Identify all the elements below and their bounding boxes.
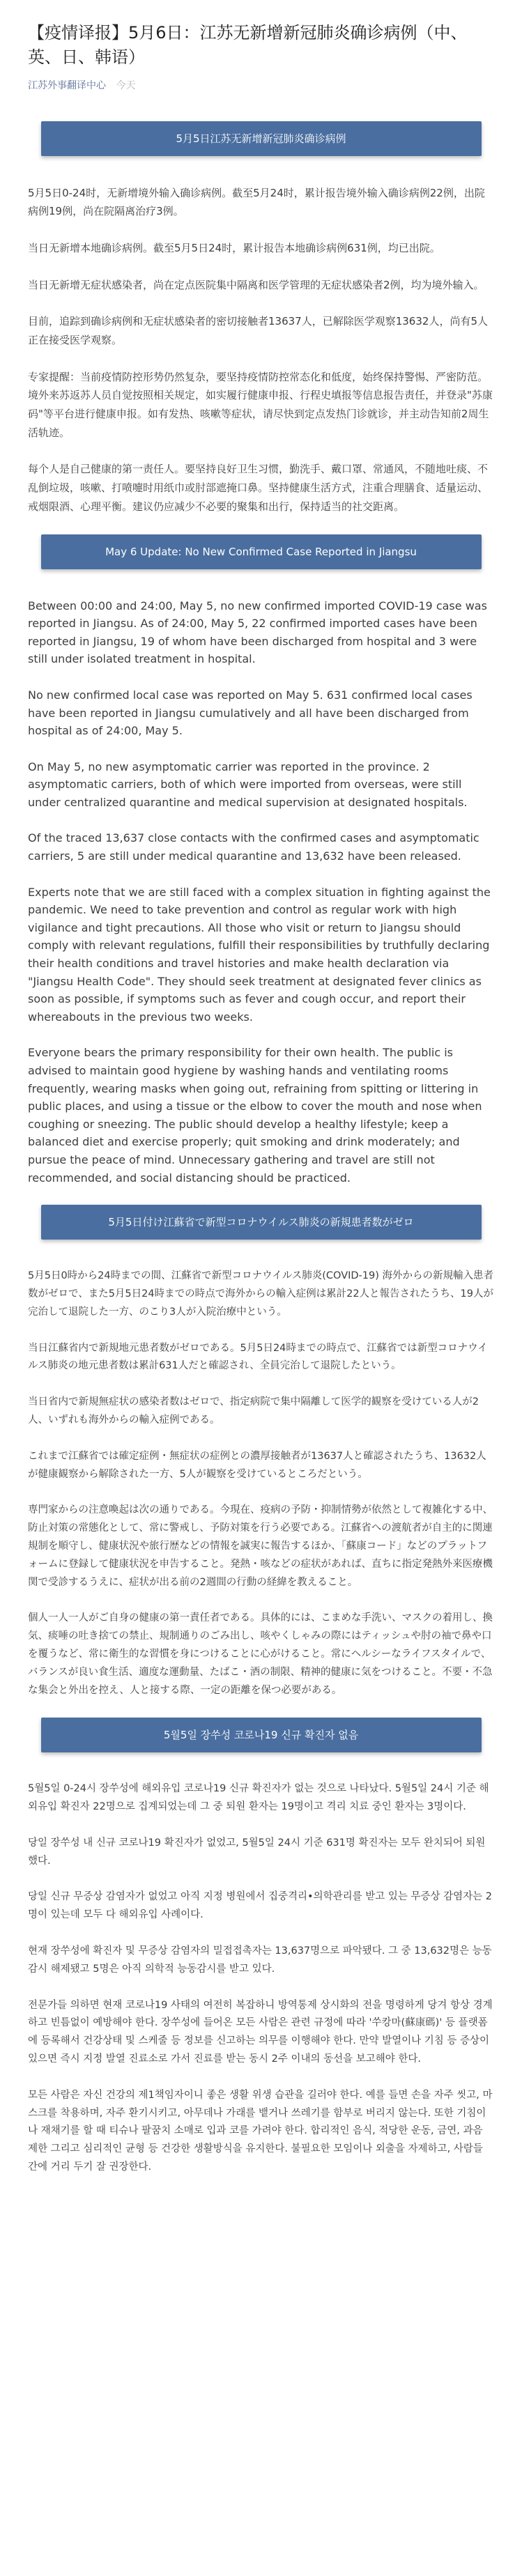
article-title: 【疫情译报】5月6日：江苏无新增新冠肺炎确诊病例（中、英、日、韩语） <box>28 23 468 67</box>
paragraph: 目前，追踪到确诊病例和无症状感染者的密切接触者13637人，已解除医学观察13632人，尚有5人正在接受医学观察。 <box>28 315 488 347</box>
paragraph: Of the traced 13,637 close contacts with the confirmed cases and asymptomatic carriers, 5 are still under medical quarantine and 13,632 have been released. <box>28 831 479 863</box>
paragraph: 모든 사람은 자신 건강의 제1책임자이니 좋은 생활 위생 습관을 길러야 한다. 예를 들면 손을 자주 씻고, 마스크를 착용하며, 자주 환기시키고, 아무데나 가래를 뱉거나 쓰레기를 함부로 버리지 않는다. 또한 기침이나 재채기를 할 때 티슈나 팔꿈치 소매로 입과 코를 가려야 한다. 합리적인 음식, 적당한 운동, 금연, 과음 제한 그리고 심리적인 균형 등 건강한 생활방식을 유지한다. 불필요한 모임이나 외출을 자제하고, 사람들 간에 거리 두기 잘 권장한다. <box>28 2089 493 2173</box>
paragraph: 5월5일 0-24시 장쑤성에 해외유입 코로나19 신규 확진자가 없는 것으로 나타났다. 5월5일 24시 기준 해외유입 확진자 22명으로 집계되었는데 그 중 퇴원 환자는 19명이고 격리 치료 중인 환자는 3명이다. <box>28 1783 489 1813</box>
section-banner: 5월5일 장쑤성 코로나19 신규 확진자 없음 <box>41 1718 482 1752</box>
article-meta <box>28 78 494 92</box>
paragraph: On May 5, no new asymptomatic carrier was reported in the province. 2 asymptomatic carriers, both of which were imported from overseas, were still under centralized quarantine and medical supervision at designated hospitals. <box>28 759 468 809</box>
paragraph: 专家提醒：当前疫情防控形势仍然复杂，要坚持疫情防控常态化和低度，始终保持警惕、严密防范。境外来苏返苏人员自觉按照相关规定，如实履行健康申报、行程史填报等信息报告责任，并登录"苏康码"等平台进行健康申报。如有发热、咳嗽等症状，请尽快到定点发热门诊就诊，并主动告知前2周生活轨迹。 <box>28 370 493 439</box>
paragraph: 5月5日0時から24時までの間、江蘇省で新型コロナウイルス肺炎(COVID-19) 海外からの新規輸入患者数がゼロで、また5月5日24時までの時点で海外からの輸入症例は累計22人と報告されたうち、19人が完治して退院した一方、のこり3人が入院治療中という。 <box>28 1270 494 1318</box>
section-banner: May 6 Update: No New Confirmed Case Reported in Jiangsu <box>41 534 482 569</box>
paragraph: 当日江蘇省内で新規地元患者数がゼロである。5月5日24時までの時点で、江蘇省では新型コロナウイルス肺炎の地元患者数は累計631人だと確認され、全員完治して退院したという。 <box>28 1342 488 1372</box>
paragraph: 当日无新增无症状感染者，尚在定点医院集中隔离和医学管理的无症状感染者2例，均为境外输入。 <box>28 278 484 291</box>
paragraph: Everyone bears the primary responsibility for their own health. The public is advised to maintain good hygiene by washing hands and ventilating rooms frequently, wearing masks when going out, refraining from spitting or littering in public places, and using a tissue or the elbow to cover the mouth and nose when coughing or sneezing. The public should develop a healthy lifestyle; keep a balanced diet and exercise properly; quit smoking and drink moderately; and pursue the peace of mind. Unnecessary gathering and travel are still not recommended, and social distancing should be practiced. <box>28 1046 482 1185</box>
paragraph: 전문가들 의하면 현재 코로나19 사태의 여전히 복잡하니 방역통제 상시화의 전을 명령하게 당겨 항상 경계하고 빈틈없이 예방해야 한다. 장쑤성에 들어온 모든 사람은 관련 규정에 따라 '쑤캉마(蘇康碼)' 등 플랫폼에 등록해서 건강상태 및 스케줄 등 정보를 신고하는 의무를 이행해야 한다. 만약 발열이나 기침 등 증상이 있으면 즉시 지정 발열 진료소로 가서 진료를 받는 동시 2주 이내의 동선을 보고해야 한다. <box>28 1999 493 2065</box>
paragraph: Between 00:00 and 24:00, May 5, no new confirmed imported COVID-19 case was reported in Jiangsu. As of 24:00, May 5, 22 confirmed imported cases have been reported in Jiangsu, 19 of whom have been discharged from hospital and 3 were still under isolated treatment in hospital. <box>28 599 487 666</box>
paragraph: 5月5日0-24时，无新增境外输入确诊病例。截至5月24时，累计报告境外输入确诊病例22例，出院病例19例，尚在院隔离治疗3例。 <box>28 186 485 218</box>
paragraph: 当日省内で新規無症状の感染者数はゼロで、指定病院で集中隔離して医学的観察を受けている人が2人、いずれも海外からの輸入症例である。 <box>28 1396 479 1426</box>
article-date: 今天 <box>116 79 136 91</box>
paragraph: これまで江蘇省では確定症例・無症状の症例との濃厚接触者が13637人と確認されたうち、13632人が健康観察から解除された一方、5人が観察を受けているところだという。 <box>28 1450 486 1480</box>
section-banner: 5月5日江苏无新增新冠肺炎确诊病例 <box>41 121 482 156</box>
paragraph: 個人一人一人がご自身の健康の第一責任者である。具体的には、こまめな手洗い、マスクの着用し、換気、痰唾の吐き捨ての禁止、規制通りのごみ出し、咳やくしゃみの際にはティッシュや肘の袖で鼻や口を覆うなど、常に衛生的な習慣を身につけることに心がけること。常にヘルシーなライフスタイルで、バランスが良い食生活、適度な運動量、たばこ・酒の制限、精神的健康に気をつけること。不要・不急な集会と外出を控え、人と接する際、一定の距離を保つ必要がある。 <box>28 1612 493 1696</box>
paragraph: 当日无新增本地确诊病例。截至5月5日24时，累计报告本地确诊病例631例，均已出院。 <box>28 241 440 254</box>
paragraph: 専門家からの注意喚起は次の通りである。今現在、疫病の予防・抑制情勢が依然として複雑化する中、防止対策の常態化として、常に警戒し、予防対策を行う必要である。江蘇省への渡航者が自主的に関連規制を順守し、健康状況や旅行歴などの情報を誠実に報告するほか、「蘇康コード」などのプラットフォームに登録して健康状況を申告すること。発熱・咳などの症状があれば、直ちに指定発熱外来医療機関で受診するうえに、症状が出る前の2週間の行動の経緯を教えること。 <box>28 1504 493 1588</box>
section-japanese <box>28 1205 494 1699</box>
paragraph: 당일 신규 무증상 감염자가 없었고 아직 지정 병원에서 집중격리•의학관리를 받고 있는 무증상 감염자는 2명이 있는데 모두 다 해외유입 사례이다. <box>28 1891 492 1921</box>
section-chinese <box>28 121 494 516</box>
article-source-link[interactable]: 江苏外事翻译中心 <box>28 79 106 91</box>
section-english <box>28 534 494 1187</box>
paragraph: No new confirmed local case was reported on May 5. 631 confirmed local cases have been reported in Jiangsu cumulatively and all have been discharged from hospital as of 24:00, May 5. <box>28 688 473 738</box>
paragraph: 당일 장쑤성 내 신규 코로나19 확진자가 없었고, 5월5일 24시 기준 631명 확진자는 모두 완치되어 퇴원했다. <box>28 1837 486 1867</box>
paragraph: 현재 장쑤성에 확진자 및 무증상 감염자의 밀접접촉자는 13,637명으로 파악됐다. 그 중 13,632명은 능동감시 해제됐고 5명은 아직 의학적 능동감시를 받고 있다. <box>28 1945 492 1975</box>
paragraph: Experts note that we are still faced with a complex situation in fighting against the pandemic. We need to take prevention and control as regular work with high vigilance and tight precautions. All those who visit or return to Jiangsu should comply with relevant regulations, fulfill their responsibilities by truthfully declaring their health conditions and travel histories and make health declaration via "Jiangsu Health Code". They should seek treatment at designated fever clinics as soon as possible, if symptoms such as fever and cough occur, and report their whereabouts in the previous two weeks. <box>28 885 491 1024</box>
paragraph: 每个人是自己健康的第一责任人。要坚持良好卫生习惯，勤洗手、戴口罩、常通风，不随地吐痰、不乱倒垃圾，咳嗽、打喷嚏时用纸巾或肘部遮掩口鼻。坚持健康生活方式，注重合理膳食、适量运动、戒烟限酒、心理平衡。建议仍应减少不必要的聚集和出行，保持适当的社交距离。 <box>28 463 489 513</box>
section-korean <box>28 1718 494 2177</box>
section-banner: 5月5日付け江蘇省で新型コロナウイルス肺炎の新規患者数がゼロ <box>41 1205 482 1240</box>
